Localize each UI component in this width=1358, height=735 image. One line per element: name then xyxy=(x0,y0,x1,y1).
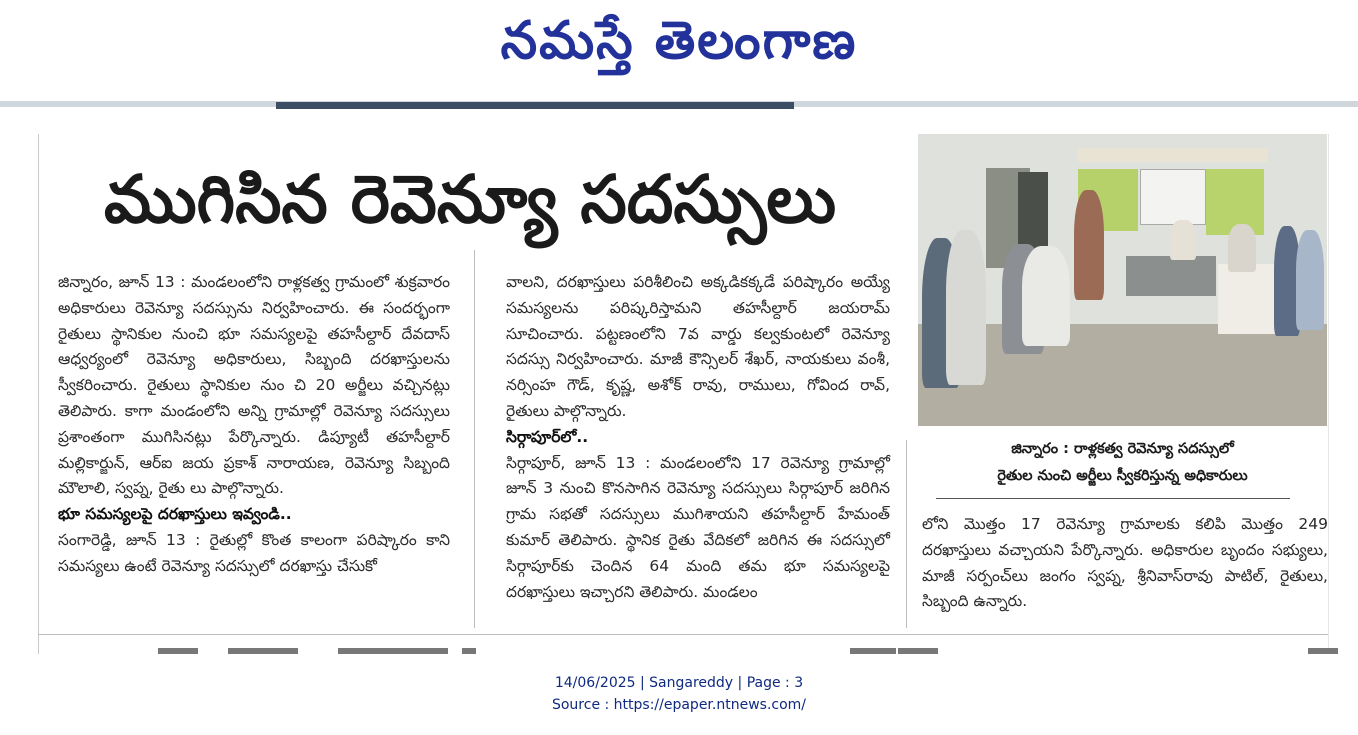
photo-person xyxy=(1296,230,1324,330)
masthead-accent-bar xyxy=(276,102,794,109)
article-headline: ముగిసిన రెవెన్యూ సదస్సులు xyxy=(103,161,837,238)
subheading: భూ సమస్యలపై దరఖాస్తులు ఇవ్వండి.. xyxy=(58,505,292,524)
photo-window xyxy=(1018,172,1048,252)
footer-source-link[interactable]: Source : https://epaper.ntnews.com/ xyxy=(551,697,807,713)
photo-person xyxy=(1074,190,1104,300)
paragraph: సంగారెడ్డి, జూన్ 13 : రైతుల్లో కొంత కాలంగా పరిష్కారం కాని సమస్యలు ఉంటే రెవెన్యూ సదస్సులో దరఖాస్తు చేసుకో xyxy=(58,530,450,575)
photo-caption xyxy=(918,436,1327,490)
news-photo xyxy=(918,134,1327,426)
photo-person xyxy=(946,230,986,385)
masthead xyxy=(0,0,1358,100)
paragraph: సిర్గాపూర్, జూన్ 13 : మండలంలోని 17 రెవెన్యూ గ్రామాల్లో జూన్ 3 నుంచి కొనసాగిన రెవెన్యూ సదస్సులు సిర్గాపూర్ జరిగిన గ్రామ సభతో సదస్సులు ముగిశాయని తహసీల్దార్ హేమంత్ కుమార్ తెలిపారు. స్థానిక రైతు వేదికలో జరిగిన ఈ సదస్సులో సిర్గాపూర్‌కు చెందిన 64 మంది తమ భూ సమస్యలపై దరఖాస్తులు ఇచ్చారని తెలిపారు. మండలం xyxy=(506,453,890,601)
masthead-logo: నమస్తే తెలంగాణ xyxy=(500,11,858,71)
clip-border xyxy=(38,134,39,654)
column-divider xyxy=(906,440,907,628)
article-column-2 xyxy=(506,270,890,605)
article-column-1 xyxy=(58,270,450,580)
article-column-3 xyxy=(922,512,1328,615)
paragraph: వాలని, దరఖాస్తులు పరిశీలించి అక్కడికక్కడే పరిష్కారం అయ్యే సమస్యలను పరిష్కరిస్తామని తహసీల్దార్ జయరామ్ సూచించారు. పట్టణంలోని 7వ వార్డు కల్వకుంటలో రెవెన్యూ సదస్సు నిర్వహించారు. మాజీ కౌన్సిలర్ శేఖర్, నాయకులు వంశీ, నర్సింహ గౌడ్, కృష్ణ, అశోక్ రావు, రాములు, గోవింద రావ్, రైతులు పాల్గొన్నారు. xyxy=(506,273,890,420)
paragraph: జిన్నారం, జూన్ 13 : మండలంలోని రాళ్లకత్వ గ్రామంలో శుక్రవారం అధికారులు రెవెన్యూ సదస్సును నిర్వహించారు. ఈ సందర్భంగా రైతులు స్థానికుల నుంచి భూ సమస్యలపై తహసీల్దార్ దేవదాస్ ఆధ్వర్యంలో రెవెన్యూ అధికారులు, సిబ్బంది దరఖాస్తులను స్వీకరించారు. రైతులు స్థానికుల నుం చి 20 అర్జీలు వచ్చినట్లు తెలిపారు. కాగా మండంలోని అన్ని గ్రామాల్లో రెవెన్యూ సదస్సులు ప్రశాంతంగా ముగిసినట్లు పేర్కొన్నారు. డిప్యూటీ తహసీల్దార్ మల్లికార్జున్, ఆర్ఐ జయ ప్రకాశ్ నారాయణ, రెవెన్యూ సిబ్బంది మౌలాలి, స్వప్న, రైతు లు పాల్గొన్నారు. xyxy=(58,273,450,498)
footer-edition: 14/06/2025 | Sangareddy | Page : 3 xyxy=(554,675,804,691)
photo-whiteboard xyxy=(1140,169,1206,225)
column-divider xyxy=(474,250,475,628)
clip-bottom-border xyxy=(38,634,1328,635)
page-footer xyxy=(0,672,1358,716)
cropped-next-article xyxy=(38,648,1328,656)
photo-banner xyxy=(1078,148,1268,162)
caption-rule xyxy=(936,498,1290,499)
photo-person xyxy=(1170,220,1196,260)
photo-table xyxy=(1126,256,1216,296)
clip-border xyxy=(1328,134,1329,654)
subheading: సిర్గాపూర్‌లో.. xyxy=(506,427,589,446)
photo-table xyxy=(1218,264,1280,334)
photo-person xyxy=(1022,246,1070,346)
paragraph: లోని మొత్తం 17 రెవెన్యూ గ్రామాలకు కలిపి మొత్తం 249 దరఖాస్తులు వచ్చాయని పేర్కొన్నారు. అధికారుల బృందం సభ్యులు, మాజీ సర్పంచ్‌లు జంగం స్వప్న, శ్రీనివాస్‌రావు పాటిల్, రైతులు, సిబ్బంది ఉన్నారు. xyxy=(922,515,1328,611)
caption-line: జిన్నారం : రాళ్లకత్వ రెవెన్యూ సదస్సులో xyxy=(1011,441,1234,457)
photo-person xyxy=(1228,224,1256,272)
caption-line: రైతుల నుంచి అర్జీలు స్వీకరిస్తున్న అధికారులు xyxy=(997,468,1248,484)
